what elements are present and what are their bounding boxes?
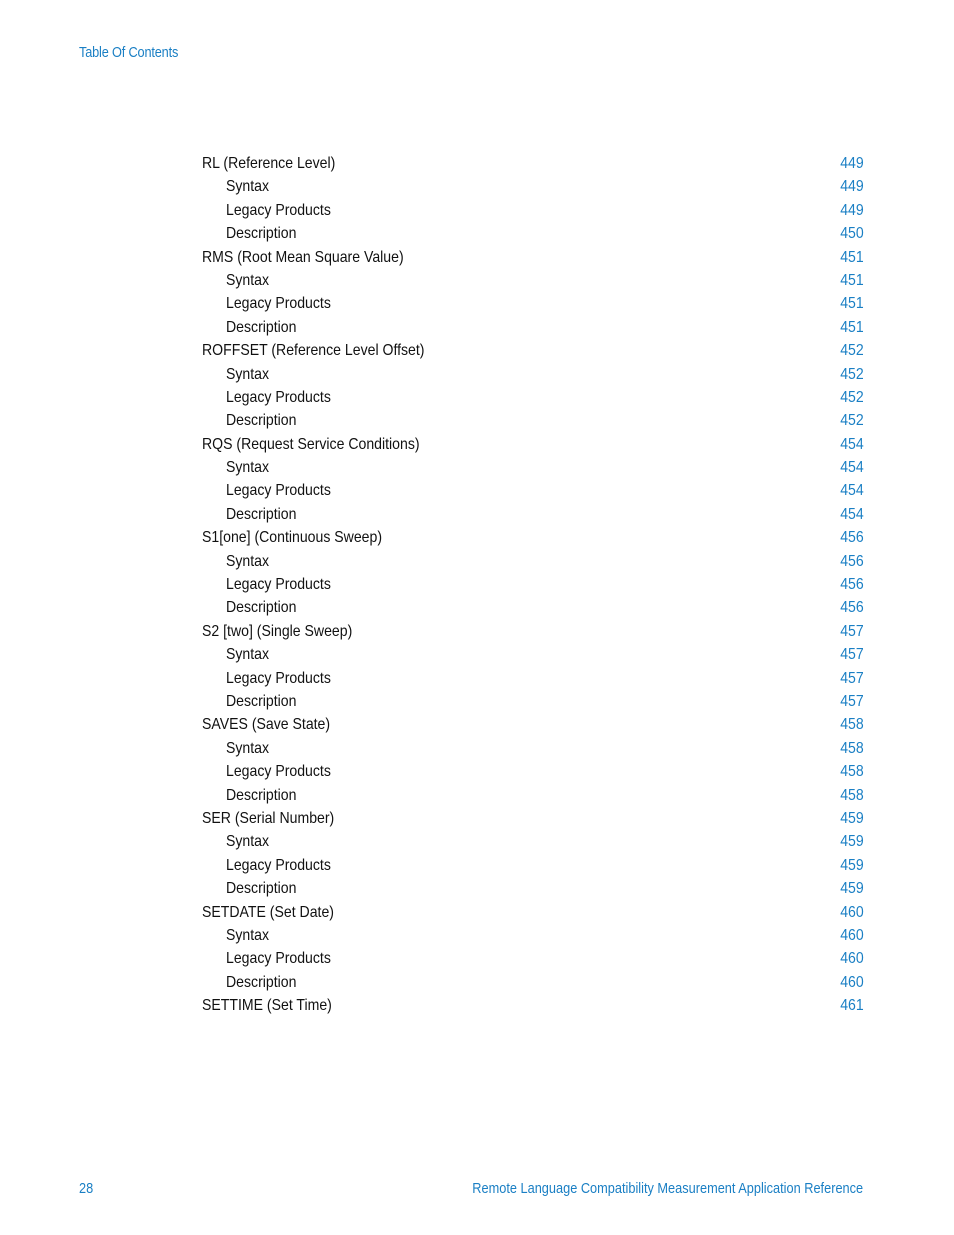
toc-entry-label[interactable]: Description	[226, 225, 297, 243]
toc-subentry[interactable]	[202, 784, 864, 807]
toc-page-link[interactable]: 454	[840, 505, 864, 523]
toc-entry[interactable]	[202, 246, 864, 269]
toc-page-link[interactable]: 460	[840, 973, 864, 991]
toc-page-link[interactable]: 458	[840, 739, 864, 757]
toc-entry-label[interactable]: Description	[226, 880, 297, 898]
toc-page-link[interactable]: 459	[840, 833, 864, 851]
toc-entry-label[interactable]: SETDATE (Set Date)	[202, 903, 334, 921]
toc-page-link[interactable]: 459	[840, 880, 864, 898]
toc-subentry[interactable]	[202, 737, 864, 760]
toc-subentry[interactable]	[202, 667, 864, 690]
toc-entry-label[interactable]: Syntax	[226, 926, 270, 944]
toc-entry-label[interactable]: Legacy Products	[226, 669, 331, 687]
toc-subentry[interactable]	[202, 924, 864, 947]
toc-page-link[interactable]: 451	[840, 271, 864, 289]
toc-entry-label[interactable]: SETTIME (Set Time)	[202, 997, 332, 1015]
toc-page-link[interactable]: 451	[840, 248, 864, 266]
toc-page-link[interactable]: 456	[840, 529, 864, 547]
toc-entry-label[interactable]: SAVES (Save State)	[202, 716, 331, 734]
toc-header-link[interactable]: Table Of Contents	[79, 45, 179, 61]
toc-page-link[interactable]: 454	[840, 435, 864, 453]
toc-subentry[interactable]	[202, 596, 864, 619]
toc-entry[interactable]	[202, 526, 864, 549]
toc-subentry[interactable]	[202, 877, 864, 900]
toc-entry-label[interactable]: S1[one] (Continuous Sweep)	[202, 529, 383, 547]
toc-subentry[interactable]	[202, 269, 864, 292]
toc-entry-label[interactable]: Legacy Products	[226, 950, 331, 968]
toc-subentry[interactable]	[202, 854, 864, 877]
toc-entry-label[interactable]: Description	[226, 692, 297, 710]
toc-entry-label[interactable]: Syntax	[226, 552, 270, 570]
toc-entry[interactable]	[202, 339, 864, 362]
toc-entry[interactable]	[202, 901, 864, 924]
toc-entry-label[interactable]: Syntax	[226, 833, 270, 851]
toc-subentry[interactable]	[202, 456, 864, 479]
toc-page-link[interactable]: 457	[840, 692, 864, 710]
toc-page-link[interactable]: 456	[840, 552, 864, 570]
toc-subentry[interactable]	[202, 830, 864, 853]
toc-entry-label[interactable]: Syntax	[226, 365, 270, 383]
toc-subentry[interactable]	[202, 409, 864, 432]
toc-page-link[interactable]: 452	[840, 412, 864, 430]
toc-entry-label[interactable]: Legacy Products	[226, 201, 331, 219]
toc-subentry[interactable]	[202, 363, 864, 386]
toc-entry-label[interactable]: RL (Reference Level)	[202, 155, 336, 172]
toc-subentry[interactable]	[202, 503, 864, 526]
toc-entry-label[interactable]: Legacy Products	[226, 295, 331, 313]
toc-entry-label[interactable]: Syntax	[226, 271, 270, 289]
toc-entry-label[interactable]: Description	[226, 412, 297, 430]
toc-entry-label[interactable]: RQS (Request Service Conditions)	[202, 435, 420, 453]
toc-entry-label[interactable]: Legacy Products	[226, 763, 331, 781]
toc-page-link[interactable]: 452	[840, 365, 864, 383]
toc-page-link[interactable]: 456	[840, 576, 864, 594]
toc-entry[interactable]	[202, 807, 864, 830]
toc-subentry[interactable]	[202, 573, 864, 596]
toc-subentry[interactable]	[202, 292, 864, 315]
toc-page-link[interactable]: 456	[840, 599, 864, 617]
toc-page-link[interactable]: 458	[840, 716, 864, 734]
toc-subentry[interactable]	[202, 386, 864, 409]
toc-entry-label[interactable]: SER (Serial Number)	[202, 809, 335, 827]
toc-page-link[interactable]: 452	[840, 342, 864, 360]
toc-entry-label[interactable]: Syntax	[226, 178, 270, 196]
toc-entry-label[interactable]: RMS (Root Mean Square Value)	[202, 248, 404, 266]
toc-entry-label[interactable]: Legacy Products	[226, 388, 331, 406]
toc-page-link[interactable]: 458	[840, 786, 864, 804]
toc-entry-label[interactable]: Syntax	[226, 646, 270, 664]
toc-page-link[interactable]: 451	[840, 318, 864, 336]
toc-page-link[interactable]: 450	[840, 225, 864, 243]
toc-entry-label[interactable]: Legacy Products	[226, 482, 331, 500]
toc-page-link[interactable]: 460	[840, 950, 864, 968]
toc-page-link[interactable]: 452	[840, 388, 864, 406]
toc-entry-label[interactable]: Syntax	[226, 459, 270, 477]
toc-entry-label[interactable]: Description	[226, 505, 297, 523]
toc-subentry[interactable]	[202, 479, 864, 502]
toc-entry[interactable]	[202, 713, 864, 736]
toc-entry-label[interactable]: Legacy Products	[226, 856, 331, 874]
footer-document-title: Remote Language Compatibility Measurement Application Reference	[472, 1181, 863, 1197]
toc-page-link[interactable]: 449	[840, 155, 864, 172]
toc-subentry[interactable]	[202, 643, 864, 666]
toc-subentry[interactable]	[202, 316, 864, 339]
toc-entry-label[interactable]: Description	[226, 973, 297, 991]
toc-page-link[interactable]: 460	[840, 903, 864, 921]
toc-entry-label[interactable]: Syntax	[226, 739, 270, 757]
toc-page-link[interactable]: 449	[840, 178, 864, 196]
toc-entry[interactable]	[202, 433, 864, 456]
toc-entry-label[interactable]: S2 [two] (Single Sweep)	[202, 622, 353, 640]
toc-entry[interactable]	[202, 620, 864, 643]
toc-subentry[interactable]	[202, 971, 864, 994]
toc-page-link[interactable]: 458	[840, 763, 864, 781]
toc-page-link[interactable]: 457	[840, 669, 864, 687]
toc-entry-label[interactable]: Description	[226, 786, 297, 804]
toc-subentry[interactable]	[202, 550, 864, 573]
toc-subentry[interactable]	[202, 175, 864, 198]
toc-page-link[interactable]: 459	[840, 856, 864, 874]
toc-entry-label[interactable]: Description	[226, 318, 297, 336]
toc-entry-label[interactable]: Description	[226, 599, 297, 617]
toc-page-link[interactable]: 457	[840, 646, 864, 664]
table-of-contents	[202, 152, 864, 1017]
toc-subentry[interactable]	[202, 690, 864, 713]
toc-subentry[interactable]	[202, 760, 864, 783]
footer-page-number: 28	[79, 1181, 94, 1197]
toc-page-link[interactable]: 459	[840, 809, 864, 827]
toc-subentry[interactable]	[202, 199, 864, 222]
toc-page-link[interactable]: 461	[840, 997, 864, 1015]
toc-page-link[interactable]: 451	[840, 295, 864, 313]
toc-page-link[interactable]: 460	[840, 926, 864, 944]
toc-page-link[interactable]: 454	[840, 459, 864, 477]
toc-page-link[interactable]: 449	[840, 201, 864, 219]
toc-entry[interactable]	[202, 994, 864, 1017]
toc-entry[interactable]	[202, 152, 864, 175]
toc-entry-label[interactable]: Legacy Products	[226, 576, 331, 594]
toc-entry-label[interactable]: ROFFSET (Reference Level Offset)	[202, 342, 425, 360]
toc-page-link[interactable]: 454	[840, 482, 864, 500]
toc-page-link[interactable]: 457	[840, 622, 864, 640]
toc-subentry[interactable]	[202, 222, 864, 245]
toc-subentry[interactable]	[202, 947, 864, 970]
